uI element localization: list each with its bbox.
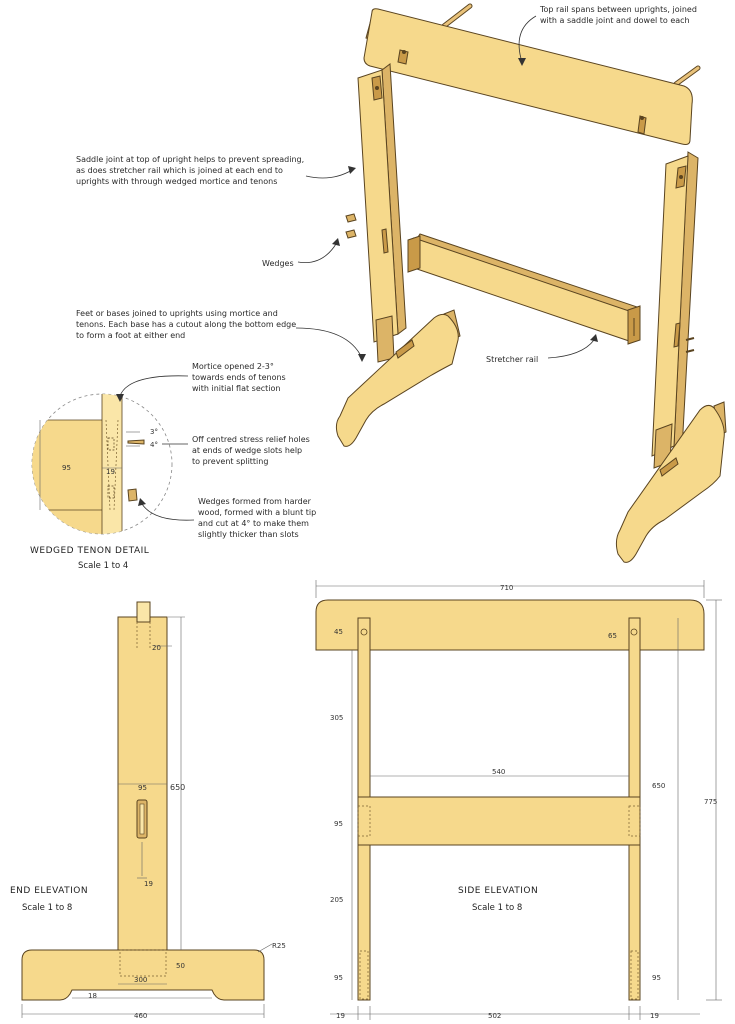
feet-note-1: Feet or bases joined to uprights using mortice and xyxy=(76,309,278,318)
feet-note-3: to form a foot at either end xyxy=(76,331,186,340)
end-dim-foot: 18 xyxy=(88,992,97,1000)
saddle-note-3: uprights with through wedged mortice and tenons xyxy=(76,177,278,186)
holes-note-3: to prevent splitting xyxy=(192,457,269,466)
detail-scale: Scale 1 to 4 xyxy=(78,561,129,571)
end-dim-cutout: 300 xyxy=(134,976,148,984)
end-base xyxy=(22,950,264,1000)
side-stretcher xyxy=(358,797,640,845)
side-dim-305: 305 xyxy=(330,714,344,722)
detail-dim-95: 95 xyxy=(62,464,71,472)
side-dim-650: 650 xyxy=(652,782,666,790)
side-dim-502: 502 xyxy=(488,1012,502,1020)
wedgeform-note-2: wood, formed with a blunt tip xyxy=(198,508,317,517)
top-rail-3d xyxy=(364,9,692,145)
detail-wedge-2 xyxy=(128,489,137,501)
exploded-view xyxy=(76,5,726,562)
mortice-note-1: Mortice opened 2-3° xyxy=(192,362,274,371)
detail-angle-3: 3° xyxy=(150,428,158,436)
stretcher-note: Stretcher rail xyxy=(486,355,539,364)
side-dim-right-65: 65 xyxy=(608,632,617,640)
right-upright-3d xyxy=(652,152,698,468)
side-dim-95-base-l: 95 xyxy=(334,974,343,982)
side-dim-95-rail: 95 xyxy=(334,820,343,828)
side-dim-inner: 540 xyxy=(492,768,506,776)
side-dim-19-right: 19 xyxy=(650,1012,659,1020)
side-elevation xyxy=(316,580,722,1020)
wedgeform-note-3: and cut at 4° to make them xyxy=(198,519,309,528)
top-rail-note-2: with a saddle joint and dowel to each xyxy=(540,16,690,25)
saddle-note-1: Saddle joint at top of upright helps to prevent spreading, xyxy=(76,155,305,164)
end-elevation xyxy=(10,602,286,1020)
wedged-tenon-detail xyxy=(30,362,316,571)
mortice-note-3: with initial flat section xyxy=(192,384,281,393)
side-dim-775: 775 xyxy=(704,798,718,806)
top-rail-note-1: Top rail spans between uprights, joined xyxy=(540,5,697,14)
end-dim-height: 650 xyxy=(170,783,186,792)
left-upright-3d xyxy=(358,64,406,362)
end-dim-top: 20 xyxy=(152,644,161,652)
wedgeform-note-4: slightly thicker than slots xyxy=(198,530,299,539)
detail-dim-19: 19 xyxy=(106,468,115,476)
end-dim-base-h: 50 xyxy=(176,962,185,970)
feet-note-2: tenons. Each base has a cutout along the bottom edge xyxy=(76,320,297,329)
side-dim-width: 710 xyxy=(500,584,514,592)
wedges-note: Wedges xyxy=(262,259,294,268)
holes-note-2: at ends of wedge slots help xyxy=(192,446,303,455)
side-dim-205: 205 xyxy=(330,896,344,904)
end-elevation-title: END ELEVATION xyxy=(10,886,89,896)
detail-title: WEDGED TENON DETAIL xyxy=(30,546,150,556)
wedge-2 xyxy=(346,230,356,238)
side-dim-left-45: 45 xyxy=(334,628,343,636)
wedge-1 xyxy=(346,214,356,222)
side-dim-95-base-r: 95 xyxy=(652,974,661,982)
saddle-note-2: as does stretcher rail which is joined at each end to xyxy=(76,166,283,175)
mortice-note-2: towards ends of tenons xyxy=(192,373,286,382)
side-dim-19-left: 19 xyxy=(336,1012,345,1020)
detail-wedge-1 xyxy=(128,440,144,444)
side-elevation-scale: Scale 1 to 8 xyxy=(472,903,523,913)
side-top-rail xyxy=(316,600,704,650)
wedgeform-note-1: Wedges formed from harder xyxy=(198,497,311,506)
end-dim-tenon: 95 xyxy=(138,784,147,792)
detail-angle-4: 4° xyxy=(150,441,158,449)
end-dim-radius: R25 xyxy=(272,942,286,950)
end-dim-width: 460 xyxy=(134,1012,148,1020)
holes-note-1: Off centred stress relief holes xyxy=(192,435,310,444)
end-elevation-scale: Scale 1 to 8 xyxy=(22,903,73,913)
side-elevation-title: SIDE ELEVATION xyxy=(458,886,539,896)
end-dim-thick: 19 xyxy=(144,880,153,888)
